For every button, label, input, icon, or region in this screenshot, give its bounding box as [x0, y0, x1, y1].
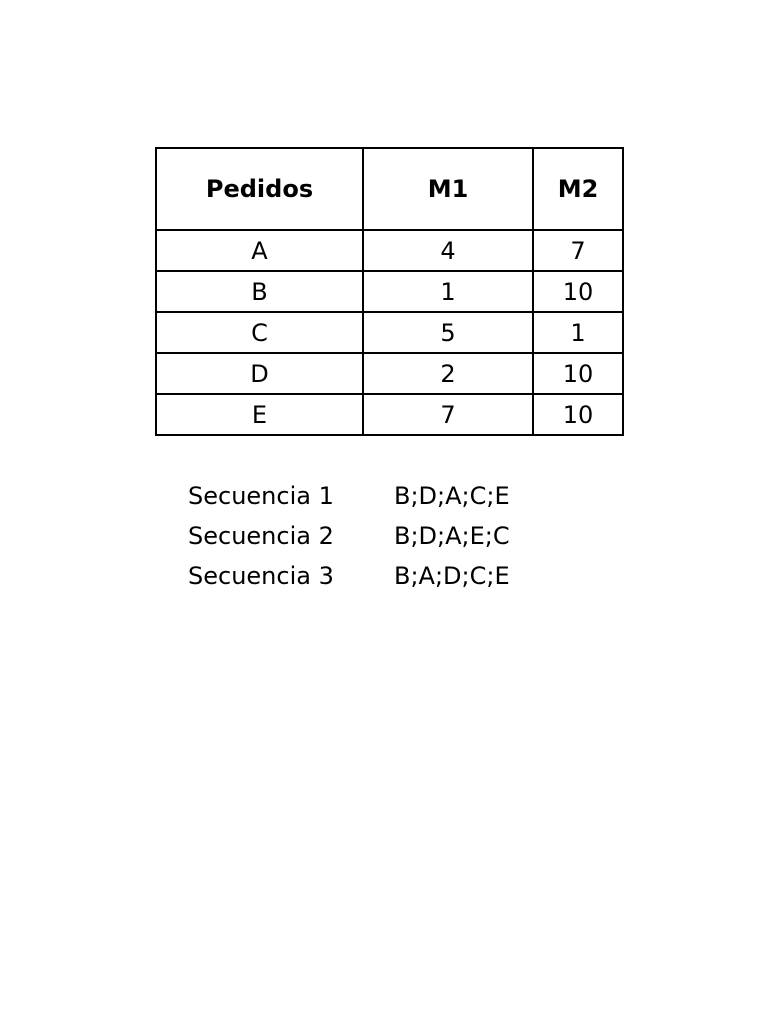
sequence-row: [188, 516, 510, 556]
sequence-value: B;D;A;C;E: [394, 482, 510, 510]
cell-pedido: E: [156, 394, 363, 435]
cell-m2: 10: [533, 353, 623, 394]
cell-m1: 2: [363, 353, 533, 394]
header-m2: M2: [533, 148, 623, 230]
sequence-list: [188, 476, 510, 596]
cell-m1: 5: [363, 312, 533, 353]
sequence-label: Secuencia 3: [188, 562, 334, 590]
table-row: [156, 271, 623, 312]
sequence-label: Secuencia 2: [188, 522, 334, 550]
sequence-value: B;A;D;C;E: [394, 562, 510, 590]
cell-pedido: B: [156, 271, 363, 312]
cell-pedido: A: [156, 230, 363, 271]
sequence-value: B;D;A;E;C: [394, 522, 510, 550]
sequence-label: Secuencia 1: [188, 482, 334, 510]
cell-m1: 7: [363, 394, 533, 435]
cell-pedido: C: [156, 312, 363, 353]
cell-m1: 4: [363, 230, 533, 271]
sequence-row: [188, 556, 510, 596]
orders-table: [155, 147, 624, 436]
sequence-row: [188, 476, 510, 516]
table-row: [156, 394, 623, 435]
cell-pedido: D: [156, 353, 363, 394]
table-row: [156, 353, 623, 394]
cell-m2: 10: [533, 394, 623, 435]
table-row: [156, 312, 623, 353]
header-pedidos: Pedidos: [156, 148, 363, 230]
cell-m2: 7: [533, 230, 623, 271]
table-header-row: [156, 148, 623, 230]
cell-m2: 1: [533, 312, 623, 353]
cell-m2: 10: [533, 271, 623, 312]
cell-m1: 1: [363, 271, 533, 312]
table-row: [156, 230, 623, 271]
header-m1: M1: [363, 148, 533, 230]
